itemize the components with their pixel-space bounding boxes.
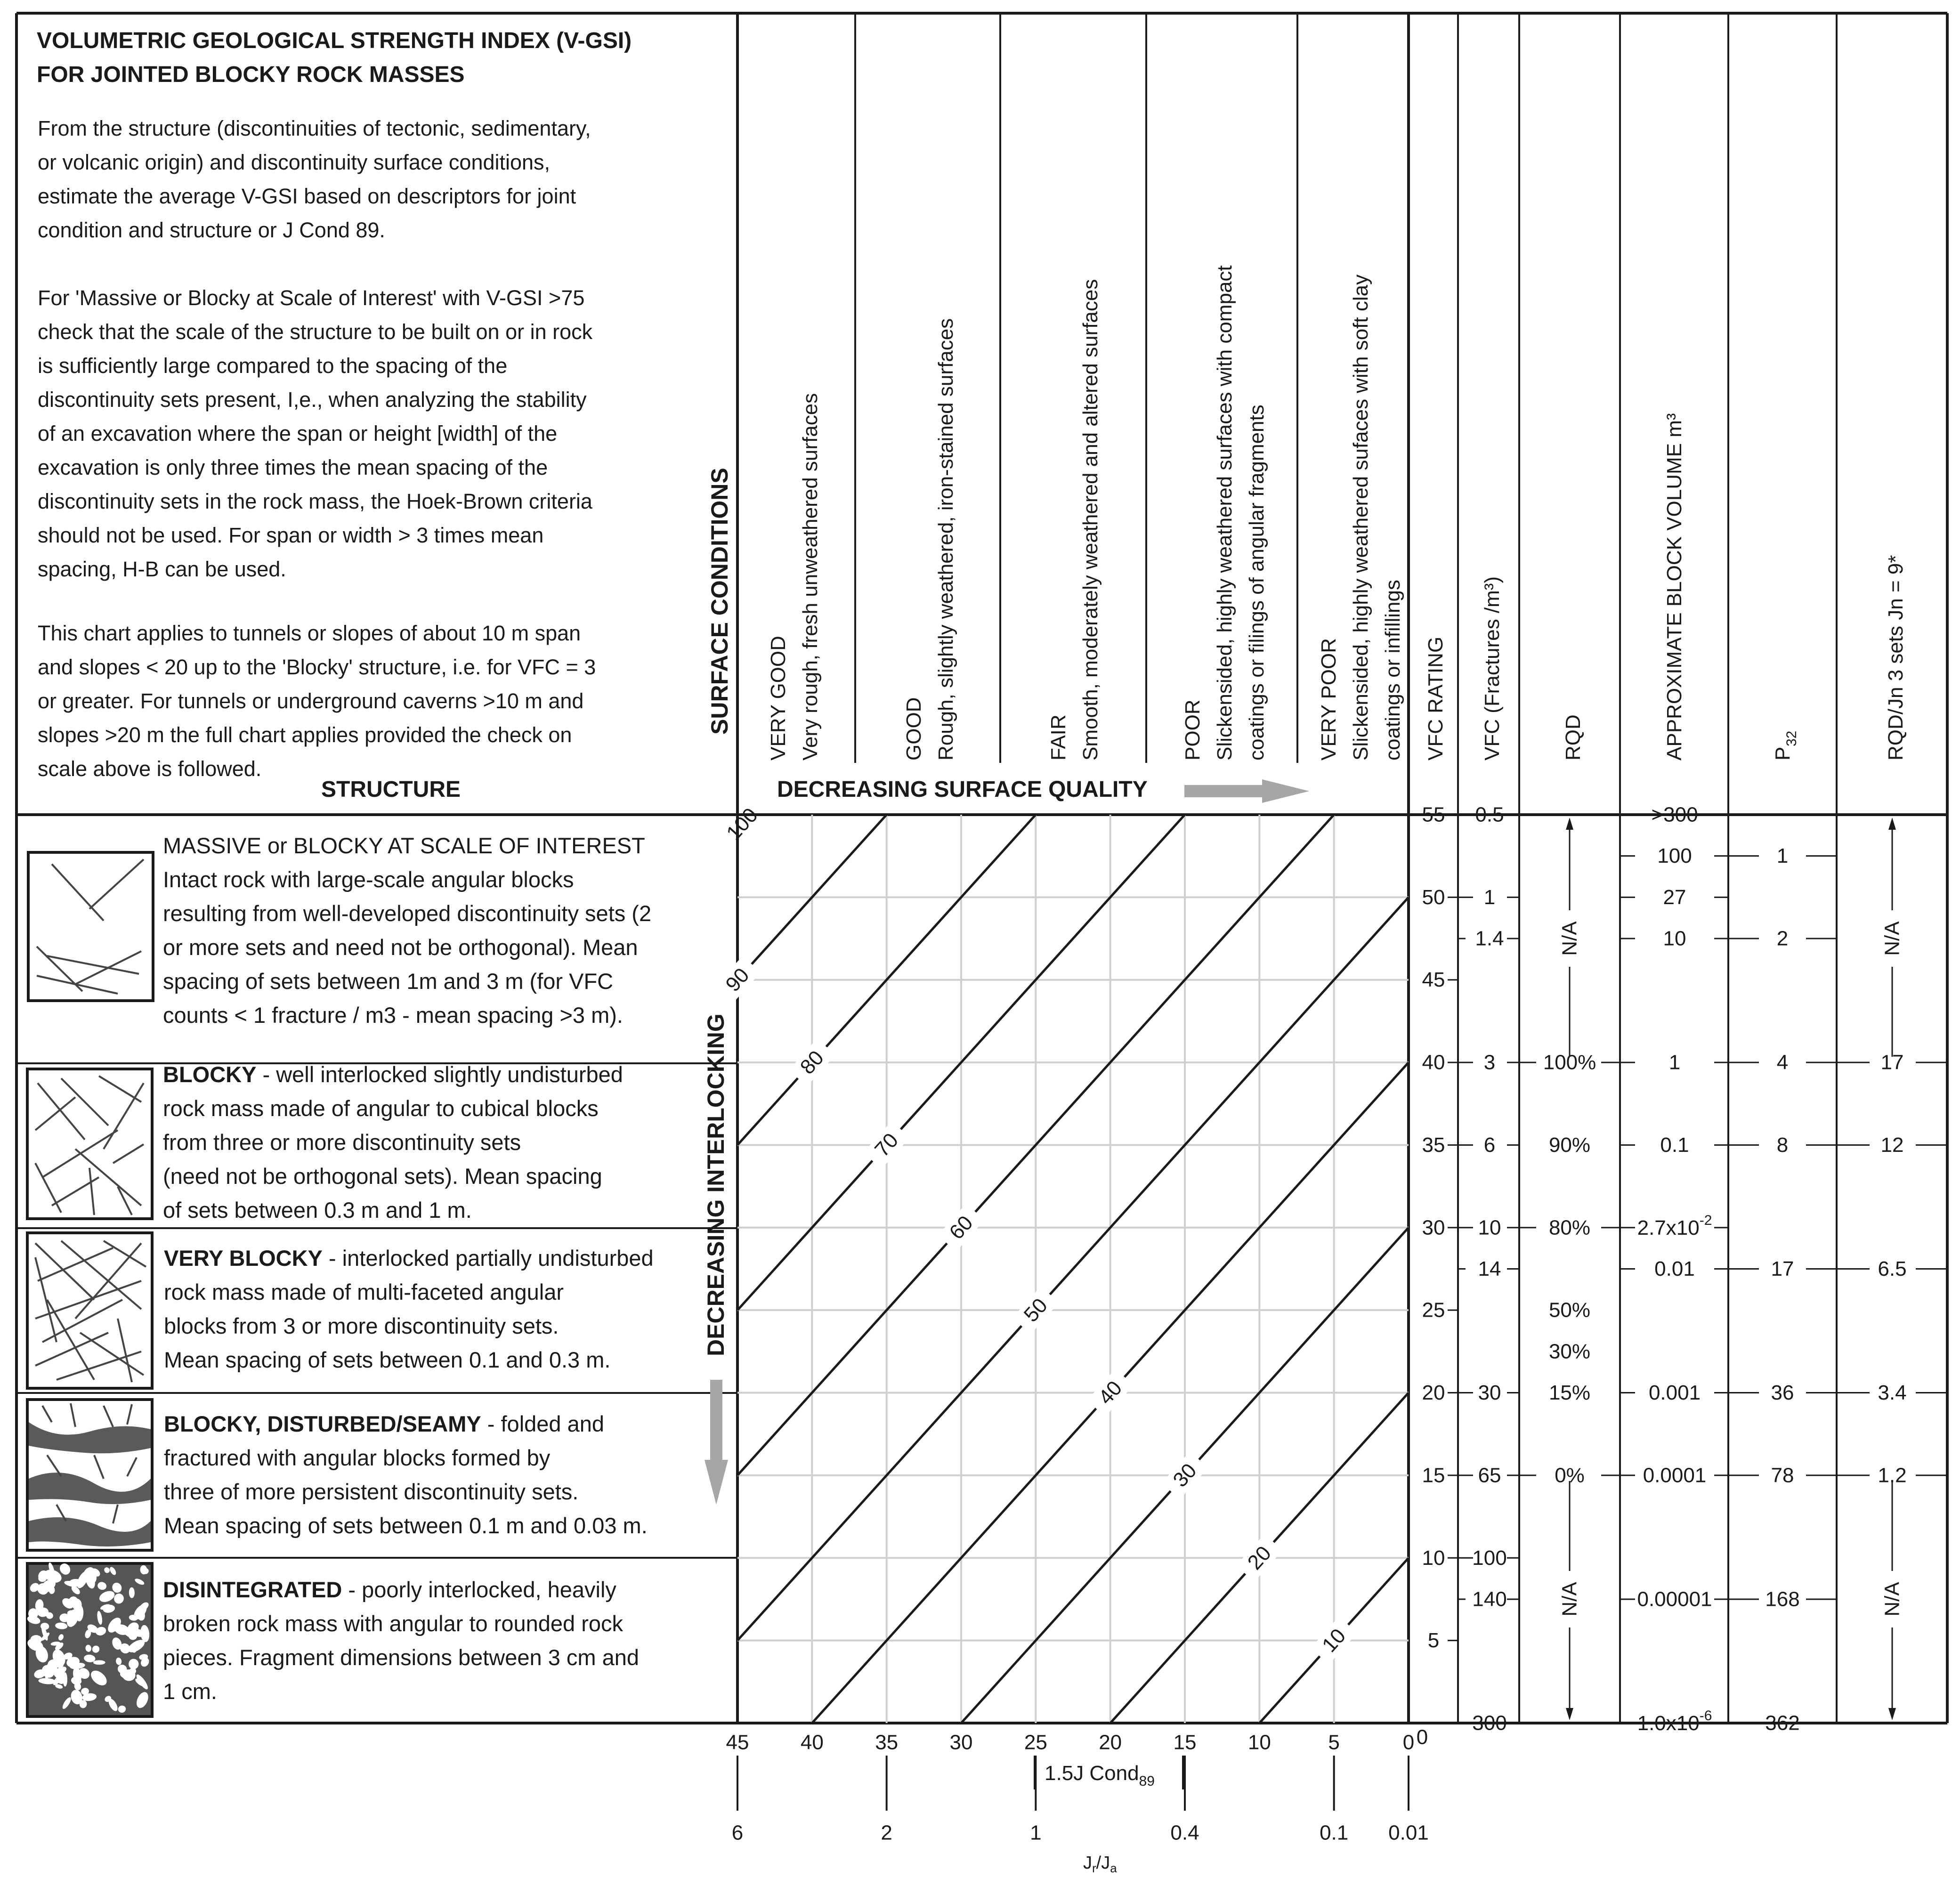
jrja-j: J: [1083, 1853, 1092, 1873]
jr-ja-tick-label: 1: [1030, 1821, 1042, 1845]
p32-value: 4: [1776, 1051, 1789, 1074]
structure-desc-line: of sets between 0.3 m and 1 m.: [163, 1198, 472, 1222]
structure-row-very-blocky: [27, 1233, 654, 1388]
x-tick-label: 45: [726, 1731, 749, 1754]
blocky-icon-box: [27, 1069, 152, 1219]
rock-fragment: [93, 1660, 105, 1665]
vfc-value: 65: [1478, 1464, 1501, 1487]
gsi-label-50: 50: [1019, 1294, 1052, 1327]
vfc-rating-label: 25: [1422, 1298, 1445, 1322]
structure-row-disintegrated: [25, 1562, 639, 1716]
jcond-label: 1.5J Cond: [1045, 1762, 1139, 1785]
rqd-jn-value: 6.5: [1878, 1257, 1907, 1280]
instruction-line: should not be used. For span or width > 3 times mean: [38, 523, 544, 547]
block-volume-header: APPROXIMATE BLOCK VOLUME m³: [1663, 413, 1686, 761]
rqd-value: 15%: [1548, 1381, 1591, 1405]
rqd-jn-na-label: N/A: [1880, 1582, 1904, 1617]
rqd-na-label: N/A: [1558, 1582, 1581, 1617]
vfc-scale: [1458, 803, 1519, 1735]
gsi-label-40: 40: [1094, 1376, 1127, 1409]
instruction-line: discontinuity sets present, I,e., when analyzing the stability: [38, 388, 587, 412]
rqd-value: 50%: [1548, 1298, 1591, 1322]
structure-desc-line: spacing of sets between 1m and 3 m (for VFC: [163, 969, 614, 994]
vfc-value: 10: [1478, 1216, 1501, 1239]
structure-name-line: [163, 1062, 623, 1087]
vfc-rating-label: 55: [1422, 803, 1445, 826]
instruction-line: scale above is followed.: [38, 757, 262, 781]
block-volume-value: 0.01: [1654, 1257, 1695, 1280]
structure-rows: [25, 833, 654, 1716]
instruction-line: excavation is only three times the mean spacing of the: [38, 455, 548, 479]
x-tick-label: 5: [1328, 1731, 1340, 1754]
block-volume-value: [1637, 1212, 1712, 1239]
interlocking-arrow: [705, 1380, 728, 1505]
vfc-rating-label: 40: [1422, 1051, 1445, 1074]
gsi-label-30: 30: [1168, 1459, 1201, 1492]
vfc-rating-label: 50: [1422, 885, 1445, 909]
instruction-line: or volcanic origin) and discontinuity surface conditions,: [38, 150, 551, 174]
gsi-label-90: 90: [721, 963, 754, 996]
gsi-line-50: [737, 897, 1409, 1640]
instruction-line: is sufficiently large compared to the spacing of the: [38, 354, 508, 378]
x-tick-label: 30: [949, 1731, 973, 1754]
structure-name: VERY BLOCKY: [164, 1246, 323, 1271]
vfc-value: 1: [1483, 885, 1496, 909]
gsi-line-20: [737, 1393, 1409, 1878]
structure-desc-line: rock mass made of multi-faceted angular: [164, 1279, 564, 1304]
surface-conditions-label: SURFACE CONDITIONS: [706, 468, 733, 735]
p32-value: 2: [1776, 927, 1789, 950]
x-tick-label: 10: [1247, 1731, 1271, 1754]
structure-desc-line: or more sets and need not be orthogonal). Mean: [163, 935, 638, 960]
block-volume-value: 0.1: [1660, 1133, 1689, 1157]
block-volume-value: [1637, 1708, 1712, 1735]
x-tick-label: 35: [875, 1731, 899, 1754]
fair-label: FAIR: [1047, 714, 1070, 761]
rqd-value: 100%: [1543, 1051, 1596, 1074]
x-tick-label: 0: [1402, 1731, 1415, 1754]
p32-value: 362: [1765, 1711, 1800, 1735]
good-desc: Rough, slightly weathered, iron-stained surfaces: [934, 318, 957, 761]
x-tick-label: 15: [1173, 1731, 1197, 1754]
jrja-a: a: [1110, 1861, 1117, 1875]
structure-desc-line: blocks from 3 or more discontinuity sets.: [164, 1313, 559, 1338]
jcond-axis-title: [1035, 1756, 1183, 1789]
jcond-axis-label: [1045, 1762, 1155, 1789]
structure-name-rest: - well interlocked slightly undisturbed: [256, 1062, 623, 1087]
structure-name: BLOCKY: [163, 1062, 257, 1087]
very-good-label: VERY GOOD: [767, 636, 790, 761]
title-line-2: FOR JOINTED BLOCKY ROCK MASSES: [37, 62, 465, 87]
block-volume-value: 27: [1663, 885, 1686, 909]
axis-titles: [1035, 1756, 1183, 1875]
decreasing-interlocking-label: DECREASING INTERLOCKING: [703, 1013, 729, 1356]
decreasing-surface-quality-label: DECREASING SURFACE QUALITY: [777, 777, 1148, 802]
structure-name-line: [164, 1411, 604, 1436]
title-line-1: VOLUMETRIC GEOLOGICAL STRENGTH INDEX (V-GSI): [37, 28, 632, 53]
instructions: [38, 116, 596, 781]
vfc-value: 1.4: [1475, 927, 1504, 950]
vfc-value: 30: [1478, 1381, 1501, 1405]
gsi-label-100: 100: [722, 803, 762, 845]
structure-row-massive: [28, 833, 651, 1028]
structure-desc-line: 1 cm.: [163, 1679, 217, 1704]
x-tick-label: 25: [1024, 1731, 1047, 1754]
instruction-line: of an excavation where the span or height [width] of the: [38, 421, 558, 445]
instruction-line: check that the scale of the structure to be built on or in rock: [38, 320, 593, 344]
vfc-value: 300: [1472, 1711, 1507, 1735]
poor-label: POOR: [1181, 699, 1204, 761]
block-volume-value: 0.001: [1648, 1381, 1701, 1405]
structure-name-line: [163, 1577, 616, 1602]
jcond-axis: [726, 1731, 1415, 1754]
vfc-rating-scale: [1417, 803, 1458, 1749]
structure-desc-line: Mean spacing of sets between 0.1 m and 0.03 m.: [164, 1513, 648, 1538]
surface-quality-arrow: [1184, 779, 1309, 803]
gsi-label-80: 80: [795, 1046, 828, 1079]
rqd-jn-value: 3.4: [1878, 1381, 1907, 1405]
p32-header-sub: 32: [1784, 730, 1799, 746]
p32-value: 8: [1776, 1133, 1789, 1157]
vfc-value: 100: [1472, 1546, 1507, 1570]
structure-desc-line: fractured with angular blocks formed by: [164, 1445, 551, 1470]
rqd-jn-na-arrow: [1888, 1708, 1896, 1720]
structure-desc-line: resulting from well-developed discontinuity sets (2: [163, 901, 652, 926]
good-label: GOOD: [902, 697, 925, 761]
structure-row-blocky: [27, 1062, 623, 1222]
p32-value: 17: [1771, 1257, 1794, 1280]
vfc-value: 14: [1478, 1257, 1501, 1280]
arrow-head: [705, 1460, 728, 1505]
structure-desc-line: broken rock mass with angular to rounded rock: [163, 1611, 624, 1636]
gsi-line-70: [737, 567, 1409, 1310]
instruction-line: slopes >20 m the full chart applies provided the check on: [38, 723, 572, 747]
instruction-line: For 'Massive or Blocky at Scale of Interest' with V-GSI >75: [38, 286, 585, 310]
structure-name: DISINTEGRATED: [163, 1577, 342, 1602]
structure-desc-line: from three or more discontinuity sets: [163, 1130, 521, 1155]
p32-value: 168: [1765, 1587, 1800, 1611]
very-poor-label: VERY POOR: [1317, 638, 1340, 761]
rqd-na-arrow: [1566, 1708, 1573, 1720]
structure-desc-line: rock mass made of angular to cubical blocks: [163, 1096, 599, 1121]
vfc-rating-label: 0: [1416, 1725, 1428, 1749]
block-volume-value-exponent: -2: [1699, 1212, 1712, 1228]
vfc-rating-label: 20: [1422, 1381, 1445, 1405]
structure-name-rest: - interlocked partially undisturbed: [322, 1246, 654, 1271]
instruction-line: condition and structure or J Cond 89.: [38, 218, 385, 242]
arrow-shaft: [1184, 785, 1264, 797]
rqd-jn-scale: [1837, 818, 1947, 1720]
rqd-jn-value: 12: [1880, 1133, 1904, 1157]
block-volume-value-base: 2.7x10: [1637, 1216, 1700, 1239]
vfc-rating-label: 10: [1422, 1546, 1445, 1570]
vfc-rating-label: 45: [1422, 968, 1445, 992]
rqd-value: 80%: [1548, 1216, 1591, 1239]
gsi-label-10: 10: [1318, 1624, 1351, 1657]
title-block: [37, 28, 632, 87]
gsi-label-20: 20: [1243, 1541, 1276, 1574]
jr-ja-tick-label: 6: [731, 1821, 744, 1845]
surface-condition-headers: [767, 265, 1404, 761]
block-volume-value: 1: [1668, 1051, 1681, 1074]
block-volume-value: 0.0001: [1643, 1464, 1707, 1487]
structure-label: STRUCTURE: [321, 777, 461, 802]
block-volume-value: 0.00001: [1637, 1587, 1712, 1611]
vfc-rating-label: 30: [1422, 1216, 1445, 1239]
p32-value: 36: [1771, 1381, 1794, 1405]
structure-desc-line: counts < 1 fracture / m3 - mean spacing >3 m).: [163, 1003, 623, 1028]
poor-desc-1: Slickensided, highly weathered surfaces with compact: [1213, 265, 1236, 761]
structure-name: MASSIVE or BLOCKY AT SCALE OF INTEREST: [163, 833, 645, 858]
arrow-shaft: [710, 1380, 722, 1462]
very-good-desc: Very rough, fresh unweathered surfaces: [799, 393, 822, 761]
jr-ja-tick-label: 2: [881, 1821, 892, 1845]
structure-name: BLOCKY, DISTURBED/SEAMY: [164, 1411, 481, 1436]
jr-ja-tick-label: 0.4: [1170, 1821, 1199, 1845]
gsi-line-100: [737, 72, 1409, 815]
instruction-line: and slopes < 20 up to the 'Blocky' structure, i.e. for VFC = 3: [38, 655, 596, 679]
p32-scale: [1728, 844, 1837, 1734]
vfc-value: 3: [1483, 1051, 1496, 1074]
gsi-label-70: 70: [870, 1128, 903, 1162]
instruction-line: estimate the average V-GSI based on descriptors for joint: [38, 184, 576, 208]
jrja-r: r: [1092, 1861, 1096, 1875]
gsi-line-60: [737, 732, 1409, 1475]
instruction-line: This chart applies to tunnels or slopes of about 10 m span: [38, 621, 581, 645]
rqd-header: RQD: [1562, 714, 1585, 761]
jr-ja-tick-label: 0.01: [1388, 1821, 1429, 1845]
jcond-sub: 89: [1139, 1773, 1155, 1789]
rqd-na-arrow: [1566, 818, 1573, 830]
structure-desc-line: Intact rock with large-scale angular blocks: [163, 867, 574, 892]
x-tick-label: 20: [1099, 1731, 1122, 1754]
block-volume-value-base: 1.0x10: [1637, 1711, 1700, 1735]
structure-row-blocky-disturbed: [27, 1400, 648, 1550]
rqd-na-label: N/A: [1558, 921, 1581, 956]
vfc-value: 140: [1472, 1587, 1507, 1611]
poor-desc-2: coatings or filings of angular fragments: [1245, 405, 1268, 761]
gsi-line-80: [737, 402, 1409, 1145]
vfc-rating-label: 5: [1427, 1629, 1440, 1652]
structure-desc-line: pieces. Fragment dimensions between 3 cm and: [163, 1645, 640, 1670]
gsi-line-90: [737, 236, 1409, 979]
block-volume-value: 100: [1657, 844, 1692, 868]
instruction-line: or greater. For tunnels or underground caverns >10 m and: [38, 689, 584, 713]
rqd-jn-na-arrow: [1888, 818, 1896, 830]
block-volume-value: >300: [1651, 803, 1698, 826]
block-volume-value-exponent: -6: [1699, 1708, 1712, 1724]
x-tick-label: 40: [800, 1731, 824, 1754]
instruction-line: From the structure (discontinuities of tectonic, sedimentary,: [38, 116, 591, 140]
vfc-rating-header: VFC RATING: [1424, 636, 1447, 761]
gsi-contour-lines: [737, 72, 1409, 1878]
vfc-value: 0.5: [1475, 803, 1504, 826]
vfc-rating-label: 15: [1422, 1464, 1445, 1487]
instruction-line: spacing, H-B can be used.: [38, 557, 286, 581]
gsi-line-10: [737, 1558, 1409, 1878]
instruction-line: discontinuity sets in the rock mass, the Hoek-Brown criteria: [38, 489, 592, 513]
rqd-jn-value: 1.2: [1878, 1464, 1907, 1487]
fair-desc: Smooth, moderately weathered and altered surfaces: [1079, 279, 1102, 761]
structure-name-rest: - folded and: [481, 1411, 605, 1436]
p32-value: 78: [1771, 1464, 1794, 1487]
rqd-value: 0%: [1555, 1464, 1585, 1487]
block-volume-value: 10: [1663, 927, 1686, 950]
very-poor-desc-2: coatings or infillings: [1381, 580, 1404, 761]
structure-desc-line: three of more persistent discontinuity sets.: [164, 1479, 579, 1504]
structure-desc-line: Mean spacing of sets between 0.1 and 0.3 m.: [164, 1347, 611, 1372]
gsi-line-40: [737, 1062, 1409, 1805]
rqd-scale: [1519, 818, 1620, 1720]
vfc-rating-label: 35: [1422, 1133, 1445, 1157]
block-volume-scale: [1620, 803, 1728, 1735]
structure-name-line: [164, 1246, 654, 1271]
rqd-value: 30%: [1548, 1340, 1591, 1363]
p32-header-text: P: [1771, 746, 1794, 761]
p32-value: 1: [1776, 844, 1789, 868]
rqd-jn-header: RQD/Jn 3 sets Jn = 9*: [1884, 555, 1907, 761]
rqd-jn-na-label: N/A: [1880, 921, 1904, 956]
jr-ja-axis-label: [1083, 1853, 1117, 1875]
rqd-jn-value: 17: [1880, 1051, 1904, 1074]
structure-desc-line: (need not be orthogonal sets). Mean spacing: [163, 1164, 602, 1189]
jrja-slash: /J: [1096, 1853, 1110, 1873]
arrow-head: [1262, 779, 1309, 803]
very-blocky-icon-box: [27, 1233, 152, 1388]
gsi-label-60: 60: [945, 1211, 978, 1244]
column-headers: [1424, 413, 1907, 761]
rqd-value: 90%: [1548, 1133, 1591, 1157]
structure-name-rest: - poorly interlocked, heavily: [342, 1577, 616, 1602]
vfc-value: 6: [1483, 1133, 1496, 1157]
p32-header: [1771, 731, 1799, 761]
vfc-header: VFC (Fractures /m³): [1481, 576, 1504, 761]
jr-ja-tick-label: 0.1: [1320, 1821, 1349, 1845]
very-poor-desc-1: Slickensided, highly weathered sufaces with soft clay: [1349, 274, 1372, 761]
